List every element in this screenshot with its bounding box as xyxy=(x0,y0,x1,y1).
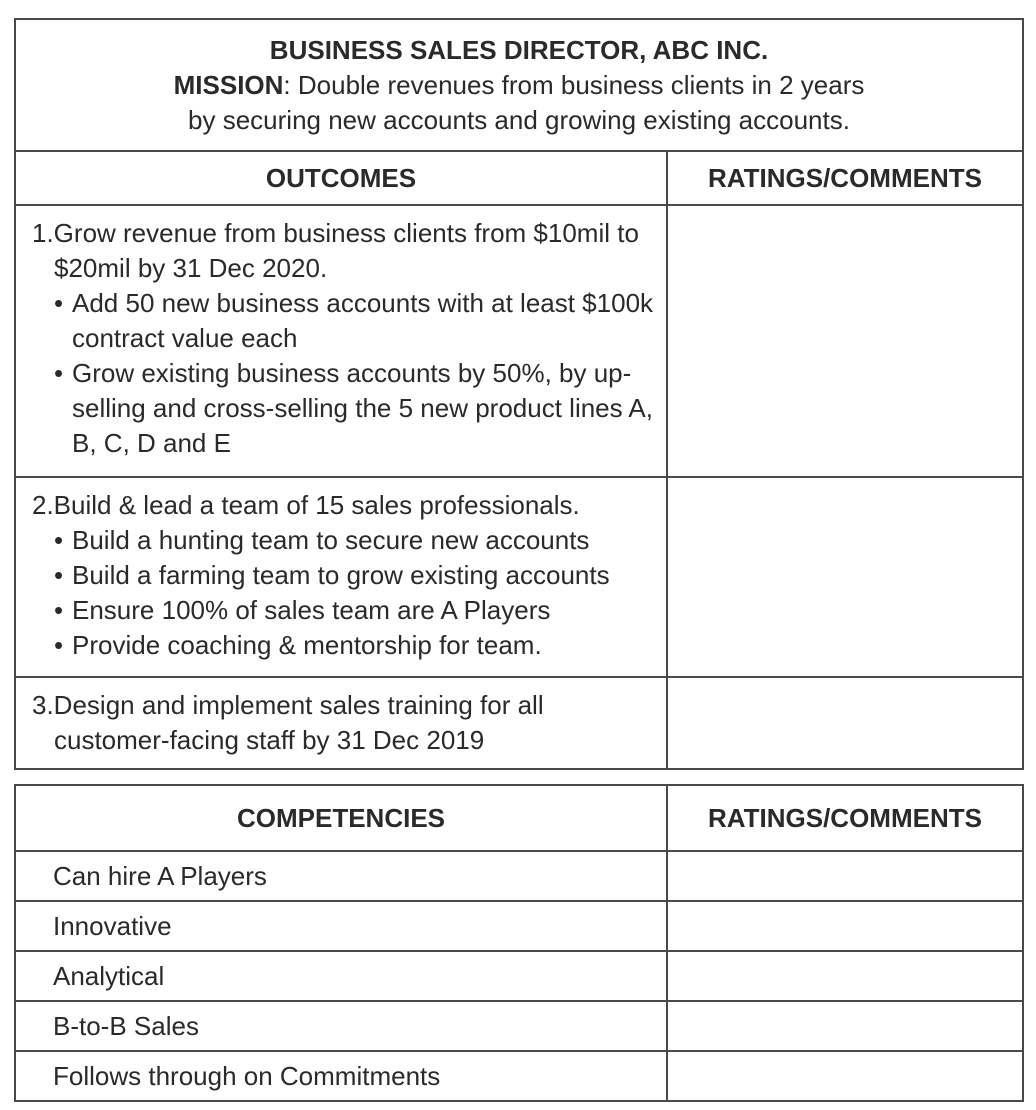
competency-label: Follows through on Commitments xyxy=(16,1052,668,1100)
rating-cell[interactable] xyxy=(668,478,1022,676)
outcome-title: 2.Build & lead a team of 15 sales professionals. xyxy=(32,490,580,520)
competencies-column-header: COMPETENCIES xyxy=(16,786,668,850)
competency-label: Innovative xyxy=(16,902,668,950)
outcome-cell xyxy=(16,678,668,770)
rating-cell[interactable] xyxy=(668,1052,1022,1100)
outcomes-header-row xyxy=(16,152,1022,206)
rating-cell[interactable] xyxy=(668,678,1022,770)
outcomes-column-header: OUTCOMES xyxy=(16,152,668,204)
outcome-cell xyxy=(16,478,668,676)
outcome-row-3 xyxy=(16,678,1022,770)
mission-label: MISSION xyxy=(173,69,284,100)
rating-cell[interactable] xyxy=(668,952,1022,1000)
outcome-bullet: • Provide coaching & mentorship for team. xyxy=(54,630,542,660)
competency-row xyxy=(16,1002,1022,1052)
competency-row xyxy=(16,852,1022,902)
outcome-bullet: • Build a farming team to grow existing accounts xyxy=(54,560,610,590)
outcome-cell xyxy=(16,206,668,476)
outcome-title: 3.Design and implement sales training for all customer-facing staff by 31 Dec 2019 xyxy=(32,690,544,755)
competency-row xyxy=(16,1052,1022,1100)
outcome-bullets xyxy=(32,286,658,461)
mission-line xyxy=(174,68,865,103)
competencies-scorecard xyxy=(14,784,1024,1102)
rating-cell[interactable] xyxy=(668,902,1022,950)
rating-cell[interactable] xyxy=(668,1002,1022,1050)
outcome-row-2 xyxy=(16,478,1022,678)
outcome-bullet: • Ensure 100% of sales team are A Players xyxy=(54,595,551,625)
competency-row xyxy=(16,952,1022,1002)
mission-text: : Double revenues from business clients in 2 years xyxy=(283,69,865,100)
job-title: BUSINESS SALES DIRECTOR, ABC INC. xyxy=(269,34,769,65)
competency-row xyxy=(16,902,1022,952)
outcome-bullet: • Grow existing business accounts by 50%, by up-selling and cross-selling the 5 new product lines A, B, C, D and E xyxy=(54,358,653,458)
competency-label: Can hire A Players xyxy=(16,852,668,900)
outcome-title: 1.Grow revenue from business clients from $10mil to $20mil by 31 Dec 2020. xyxy=(32,218,639,283)
ratings-column-header: RATINGS/COMMENTS xyxy=(708,802,982,833)
competencies-header-row xyxy=(16,786,1022,852)
outcome-bullet: • Add 50 new business accounts with at least $100k contract value each xyxy=(54,288,654,353)
scorecard-header xyxy=(16,20,1022,152)
rating-cell[interactable] xyxy=(668,852,1022,900)
outcome-row-1 xyxy=(16,206,1022,478)
outcome-bullets xyxy=(32,523,658,663)
rating-cell[interactable] xyxy=(668,206,1022,476)
competency-label: B-to-B Sales xyxy=(16,1002,668,1050)
mission-text-continued: by securing new accounts and growing existing accounts. xyxy=(188,104,850,135)
ratings-column-header: RATINGS/COMMENTS xyxy=(708,162,982,193)
outcomes-scorecard xyxy=(14,18,1024,770)
competency-label: Analytical xyxy=(16,952,668,1000)
outcome-bullet: • Build a hunting team to secure new accounts xyxy=(54,525,590,555)
